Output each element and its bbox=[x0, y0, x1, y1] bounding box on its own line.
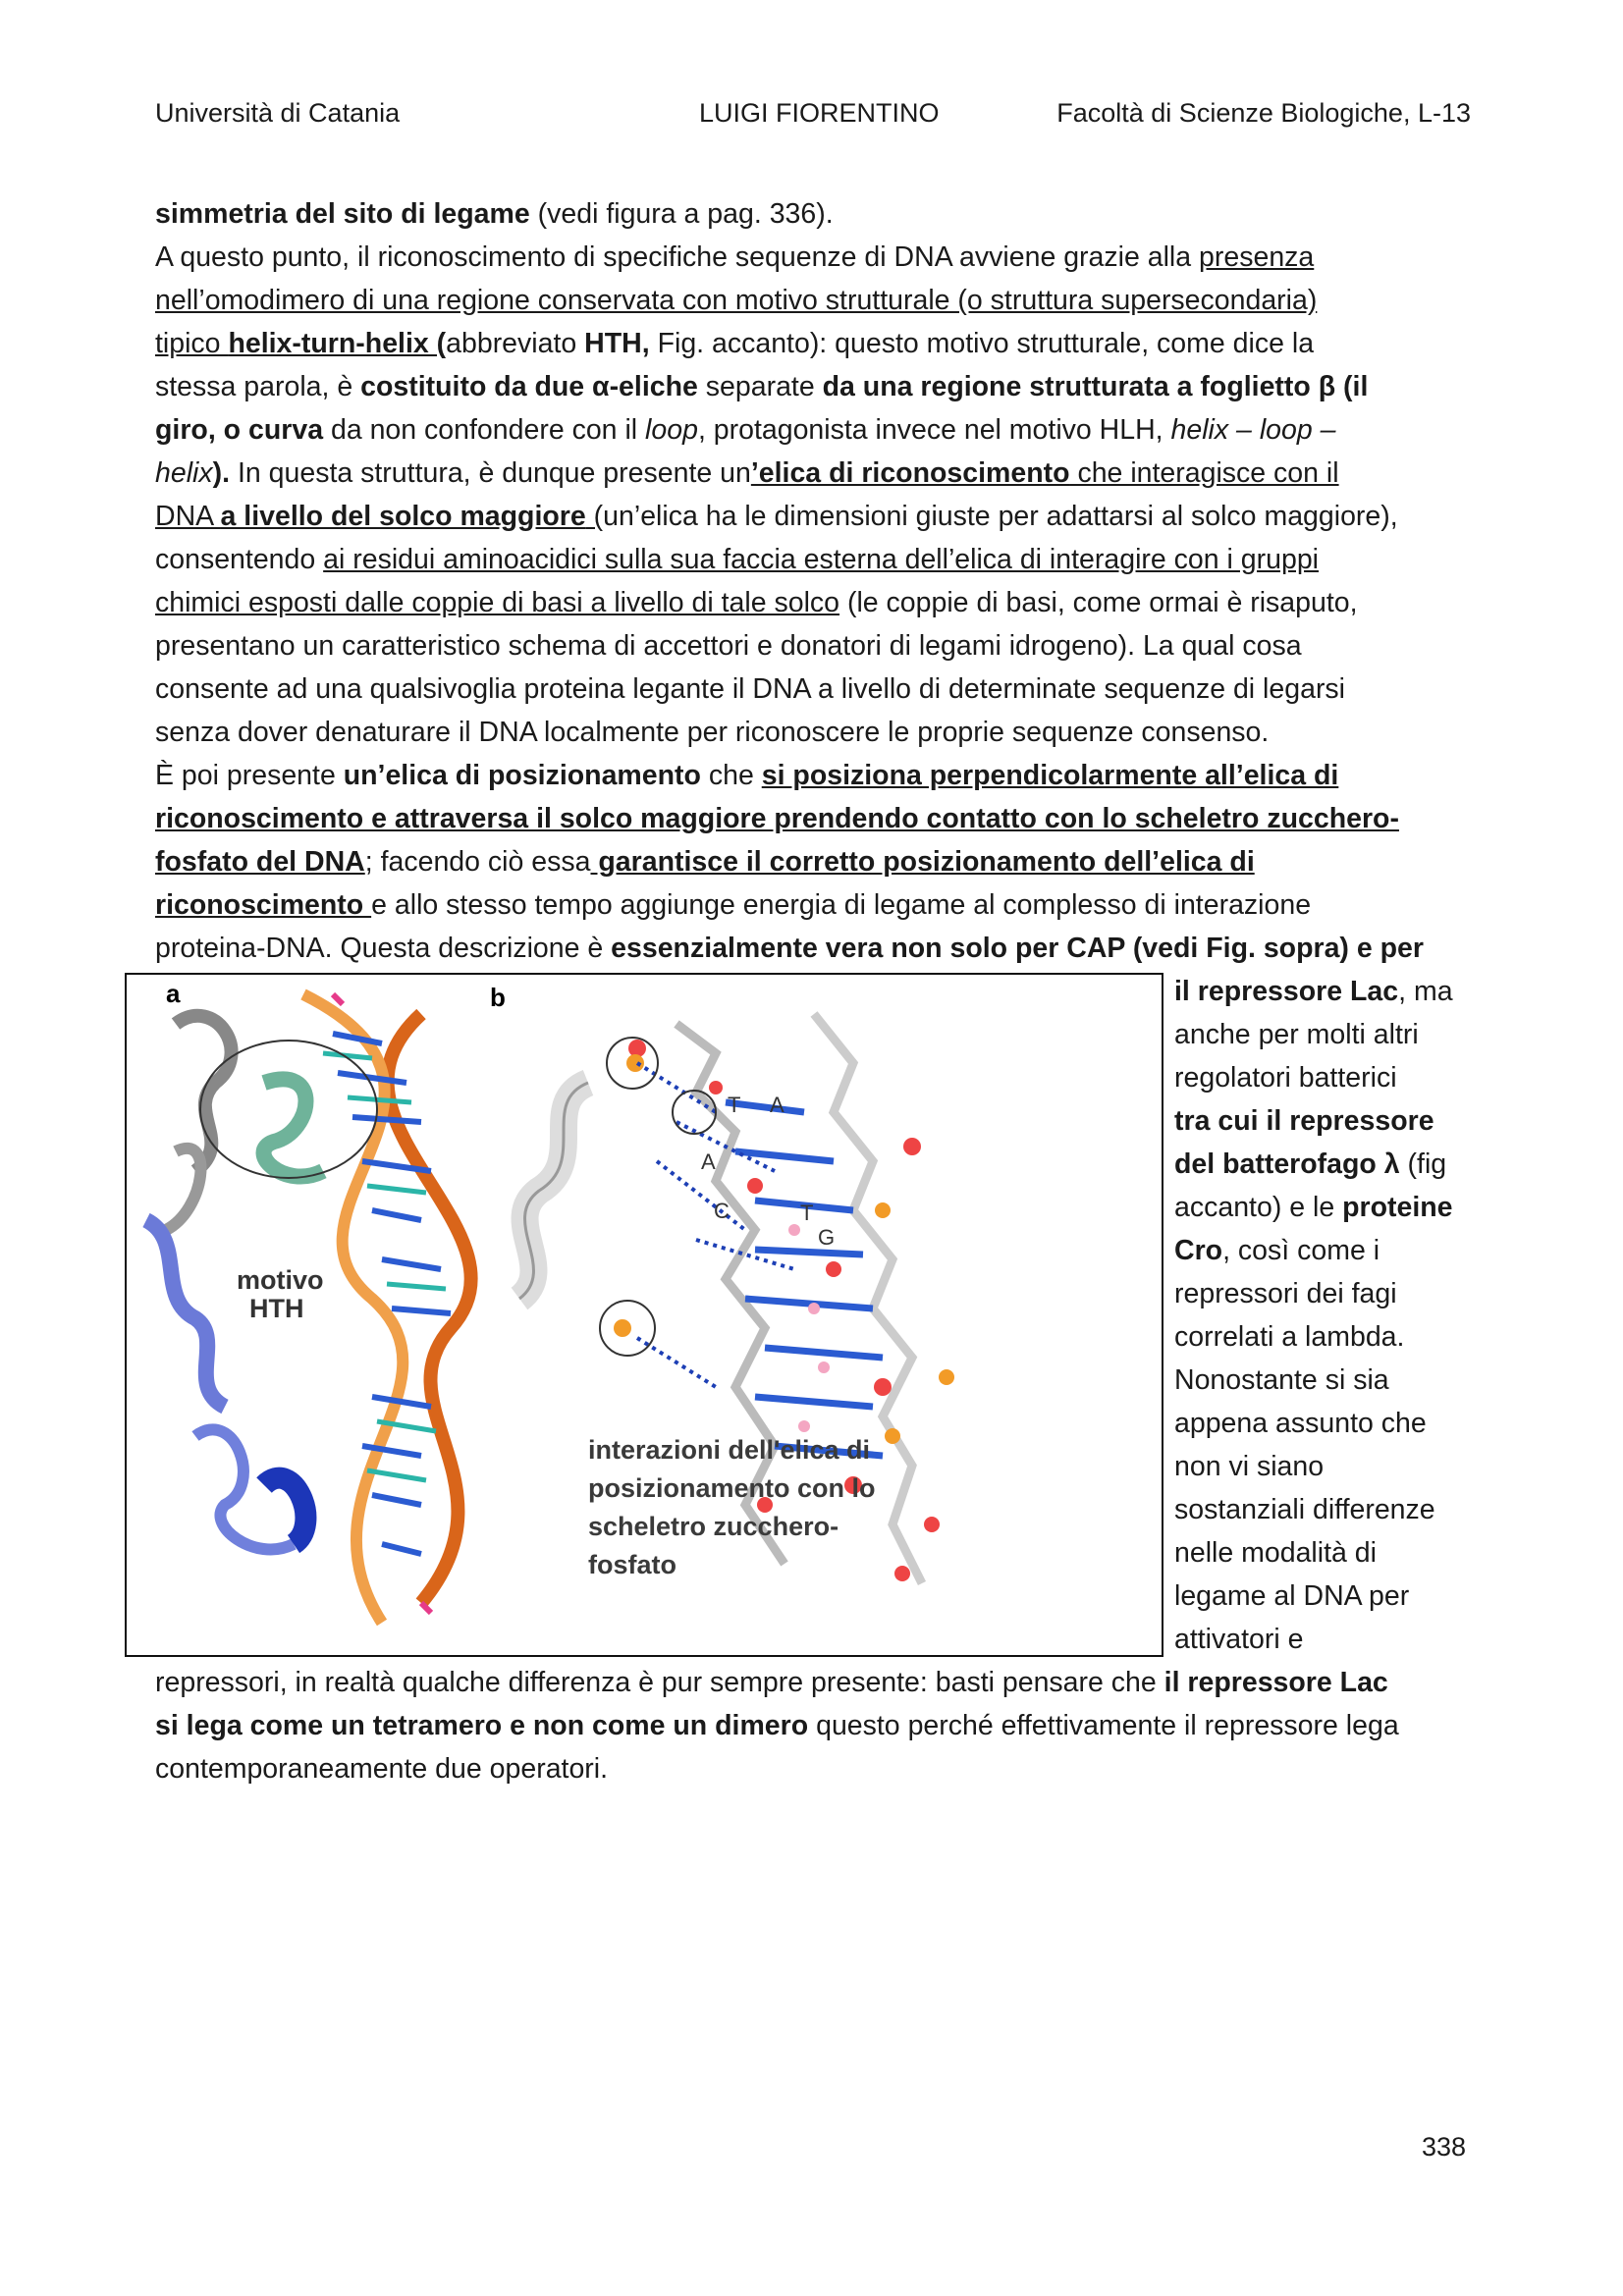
base-label: T bbox=[800, 1201, 814, 1225]
text-line: tra cui il repressore bbox=[1174, 1105, 1434, 1137]
text-line: nelle modalità di bbox=[1174, 1537, 1377, 1569]
text-line: legame al DNA per bbox=[1174, 1580, 1410, 1612]
dna-helix-illustration bbox=[303, 994, 471, 1623]
base-label: T bbox=[728, 1093, 741, 1117]
main-text-block bbox=[155, 192, 1473, 970]
text-line: regolatori batterici bbox=[1174, 1062, 1397, 1094]
text-line: repressori dei fagi bbox=[1174, 1278, 1397, 1309]
text-line: il repressore Lac, ma bbox=[1174, 976, 1453, 1007]
text-line: Nonostante si sia bbox=[1174, 1364, 1389, 1396]
text-line: È poi presente un’elica di posizionamento che si posiziona perpendicolarmente all’elica di bbox=[155, 760, 1339, 791]
text-line: giro, o curva da non confondere con il loop, protagonista invece nel motivo HLH, helix – loop – bbox=[155, 414, 1336, 446]
panel-a-label: a bbox=[166, 979, 181, 1008]
base-label: C bbox=[714, 1199, 730, 1223]
text-line: simmetria del sito di legame (vedi figura a pag. 336). bbox=[155, 198, 834, 230]
header-author: LUIGI FIORENTINO bbox=[699, 98, 940, 128]
page-number: 338 bbox=[1422, 2132, 1467, 2162]
text-line: nell’omodimero di una regione conservata con motivo strutturale (o struttura supersecondaria) bbox=[155, 285, 1318, 316]
text-line: riconoscimento e attraversa il solco maggiore prendendo contatto con lo scheletro zucchero- bbox=[155, 803, 1399, 834]
header-university: Università di Catania bbox=[155, 98, 401, 128]
closing-text-block bbox=[155, 1661, 1473, 1790]
figure-caption-line: interazioni dell'elica di bbox=[588, 1435, 870, 1465]
side-text-column bbox=[1174, 970, 1479, 1661]
text-line: presentano un caratteristico schema di accettori e donatori di legami idrogeno). La qual cosa bbox=[155, 630, 1302, 662]
text-line: chimici esposti dalle coppie di basi a livello di tale solco (le coppie di basi, come ormai è risaputo, bbox=[155, 587, 1358, 618]
text-line: correlati a lambda. bbox=[1174, 1321, 1405, 1353]
text-line: attivatori e bbox=[1174, 1624, 1304, 1655]
text-line: si lega come un tetramero e non come un dimero questo perché effettivamente il repressore lega bbox=[155, 1710, 1399, 1741]
text-line: repressori, in realtà qualche differenza è pur sempre presente: basti pensare che il repressore Lac bbox=[155, 1667, 1388, 1698]
text-line: A questo punto, il riconoscimento di specifiche sequenze di DNA avviene grazie alla presenza bbox=[155, 241, 1315, 273]
panel-b-label: b bbox=[490, 983, 506, 1012]
base-label: A bbox=[770, 1093, 784, 1117]
hth-motif-label: motivo bbox=[237, 1265, 324, 1295]
hth-motif-label: HTH bbox=[249, 1294, 304, 1323]
text-line: riconoscimento e allo stesso tempo aggiunge energia di legame al complesso di interazione bbox=[155, 889, 1312, 921]
text-line: anche per molti altri bbox=[1174, 1019, 1419, 1050]
text-line: proteina-DNA. Questa descrizione è essenzialmente vera non solo per CAP (vedi Fig. sopra) e per bbox=[155, 933, 1424, 964]
text-line: consentendo ai residui aminoacidici sulla sua faccia esterna dell’elica di interagire con i gruppi bbox=[155, 544, 1320, 575]
hth-figure bbox=[125, 973, 1163, 1657]
base-label: G bbox=[818, 1225, 836, 1250]
text-line: del batterofago λ (fig bbox=[1174, 1148, 1447, 1180]
figure-caption-line: posizionamento con lo bbox=[588, 1473, 876, 1503]
hth-figure-illustration bbox=[127, 975, 1163, 1657]
text-line: sostanziali differenze bbox=[1174, 1494, 1435, 1525]
text-line: DNA a livello del solco maggiore (un’elica ha le dimensioni giuste per adattarsi al solco maggiore), bbox=[155, 501, 1398, 532]
text-line: consente ad una qualsivoglia proteina legante il DNA a livello di determinate sequenze di legarsi bbox=[155, 673, 1346, 705]
text-line: stessa parola, è costituito da due α-eliche separate da una regione strutturata a foglietto β (il bbox=[155, 371, 1369, 402]
text-line: contemporaneamente due operatori. bbox=[155, 1753, 609, 1785]
text-line: non vi siano bbox=[1174, 1451, 1325, 1482]
text-line: Cro, così come i bbox=[1174, 1235, 1380, 1266]
base-label: A bbox=[701, 1149, 716, 1174]
text-line: accanto) e le proteine bbox=[1174, 1192, 1453, 1223]
text-line: senza dover denaturare il DNA localmente per riconoscere le proprie sequenze consenso. bbox=[155, 717, 1270, 748]
text-line: appena assunto che bbox=[1174, 1408, 1427, 1439]
figure-caption-line: scheletro zucchero- bbox=[588, 1512, 839, 1541]
page-header bbox=[155, 98, 1471, 137]
text-line: fosfato del DNA; facendo ciò essa garantisce il corretto posizionamento dell’elica di bbox=[155, 846, 1255, 878]
header-faculty: Facoltà di Scienze Biologiche, L-13 bbox=[1056, 98, 1471, 128]
text-line: tipico helix-turn-helix (abbreviato HTH, Fig. accanto): questo motivo strutturale, come dice la bbox=[155, 328, 1315, 359]
figure-caption-line: fosfato bbox=[588, 1550, 676, 1579]
text-line: helix). In questa struttura, è dunque presente un’elica di riconoscimento che interagisce con il bbox=[155, 457, 1339, 489]
